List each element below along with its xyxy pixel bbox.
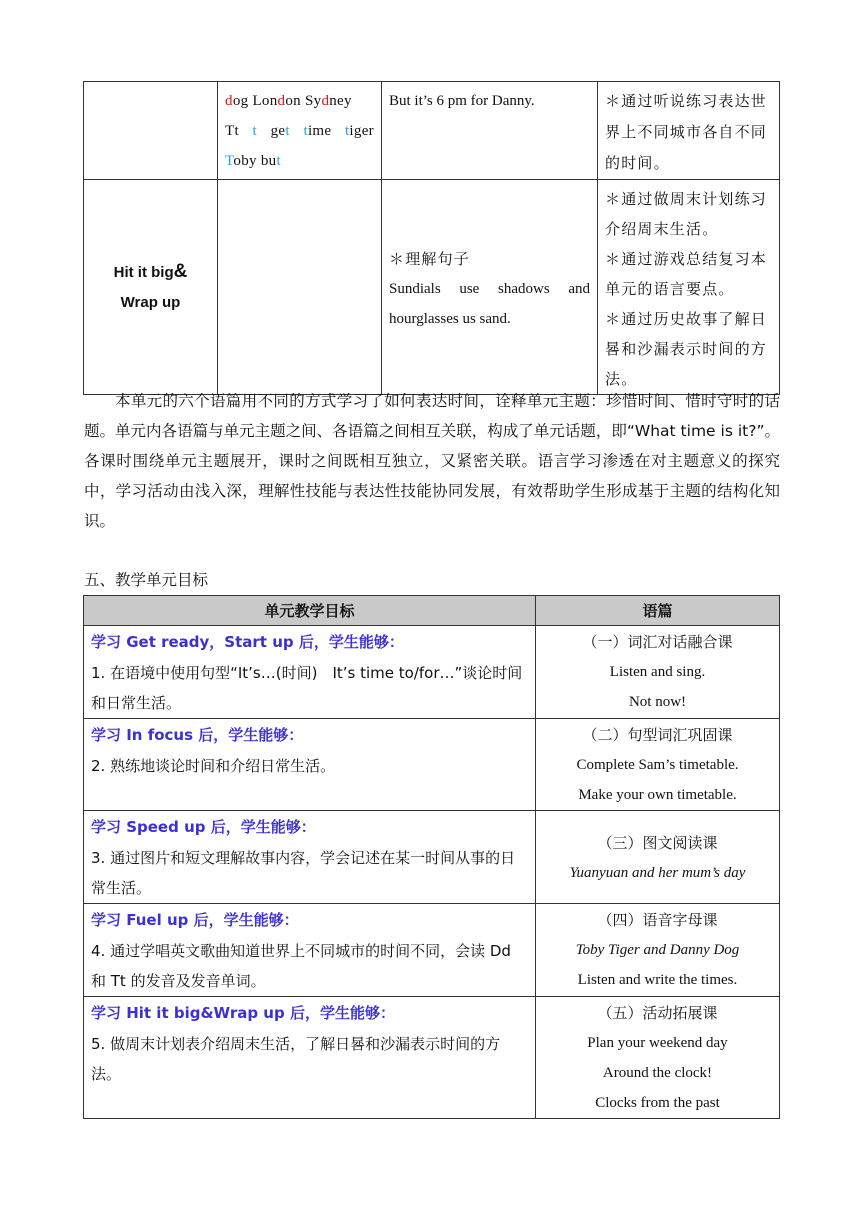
- lesson-cell: [84, 82, 218, 180]
- table-row: [84, 180, 780, 395]
- lesson-cell: （四）语音字母课 Toby Tiger and Danny Dog Listen and write the times.: [536, 904, 780, 997]
- lesson-cell: （三）图文阅读课 Yuanyuan and her mum’s day: [536, 811, 780, 904]
- unit-objectives-table: [83, 595, 780, 1119]
- objective-cell: 学习 In focus 后，学生能够： 2. 熟练地谈论时间和介绍日常生活。: [84, 719, 536, 811]
- sentence-cell: But it’s 6 pm for Danny.: [382, 82, 598, 180]
- table-row: [84, 719, 780, 811]
- objective-cell: 学习 Hit it big&Wrap up 后，学生能够： 5. 做周末计划表介绍周末生活，了解日晷和沙漏表示时间的方法。: [84, 997, 536, 1119]
- phonics-words-cell: [218, 82, 382, 180]
- unit-summary-paragraph: 本单元的六个语篇用不同的方式学习了如何表达时间，诠释单元主题：珍惜时间、惜时守时的话题。单元内各语篇与单元主题之间、各语篇之间相互关联，构成了单元话题，即“What time is it?”。各课时围绕单元主题展开，课时之间既相互独立，又紧密关联。语言学习渗透在对主题意义的探究中，学习活动由浅入深，理解性技能与表达性技能协同发展，有效帮助学生形成基于主题的结构化知识。: [84, 392, 780, 530]
- table-row: [84, 82, 780, 180]
- lesson-cell: （五）活动拓展课 Plan your weekend day Around the clock! Clocks from the past: [536, 997, 780, 1119]
- lesson-title-cell: Hit it big& Wrap up: [84, 180, 218, 395]
- lesson-cell: （一）词汇对话融合课 Listen and sing. Not now!: [536, 626, 780, 719]
- phonics-line-d: dog London Sydney: [225, 93, 352, 109]
- objective-cell: 学习 Get ready，Start up 后，学生能够： 1. 在语境中使用句型“It’s…(时间) It’s time to/for…”谈论时间和日常生活。: [84, 626, 536, 719]
- phonics-line-t: Tt t get time tiger: [225, 123, 374, 139]
- phonics-line-toby: Toby but: [225, 153, 281, 169]
- table-row: [84, 626, 780, 719]
- lesson-cell: （二）句型词汇巩固课 Complete Sam’s timetable. Make your own timetable.: [536, 719, 780, 811]
- goal-cell: ＊通过听说练习表达世界上不同城市各自不同的时间。: [598, 82, 780, 180]
- table-header-row: [84, 596, 780, 626]
- lesson-plan-table: [83, 81, 780, 395]
- objective-cell: 学习 Speed up 后，学生能够： 3. 通过图片和短文理解故事内容，学会记述在某一时间从事的日常生活。: [84, 811, 536, 904]
- phonics-words-cell: [218, 180, 382, 395]
- column-header: 单元教学目标: [84, 596, 536, 626]
- goal-cell: ＊通过做周末计划练习介绍周末生活。 ＊通过游戏总结复习本单元的语言要点。 ＊通过历史故事了解日晷和沙漏表示时间的方法。: [598, 180, 780, 395]
- column-header: 语篇: [536, 596, 780, 626]
- table-row: [84, 997, 780, 1119]
- sentence-cell: ＊理解句子 Sundials use shadows and hourglasses us sand.: [382, 180, 598, 395]
- table-row: [84, 904, 780, 997]
- objective-cell: 学习 Fuel up 后，学生能够： 4. 通过学唱英文歌曲知道世界上不同城市的时间不同，会读 Dd 和 Tt 的发音及发音单词。: [84, 904, 536, 997]
- table-row: [84, 811, 780, 904]
- section-title: 五、教学单元目标: [84, 571, 209, 589]
